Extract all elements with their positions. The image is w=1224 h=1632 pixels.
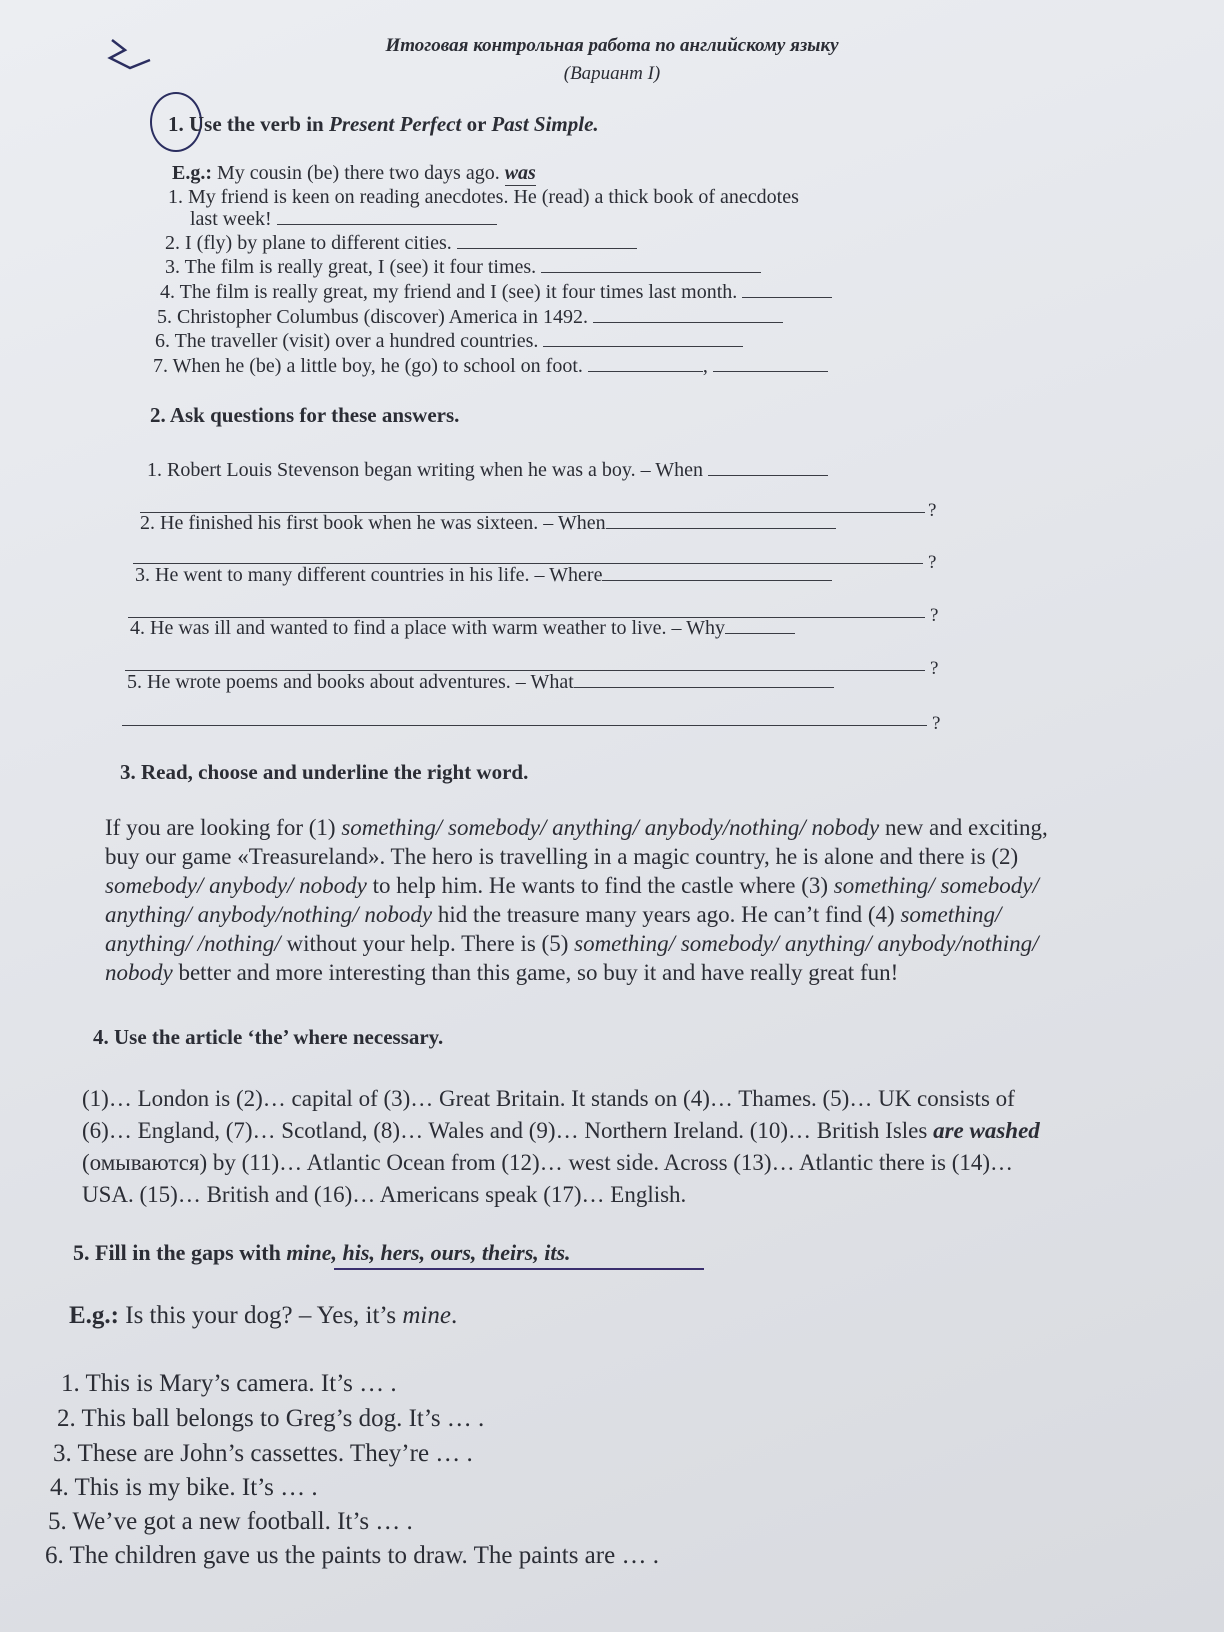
task1-item-2: 2. I (fly) by plane to different cities. — [165, 232, 637, 255]
worksheet-variant: (Вариант I) — [563, 63, 661, 84]
task1-heading: 1. Use the verb in Present Perfect or Past Simple. — [168, 112, 599, 136]
task1-item-1-cont: last week! — [190, 208, 497, 231]
task4-heading: 4. Use the article ‘the’ where necessary. — [93, 1025, 444, 1049]
task3-line-5: anything/ /nothing/ without your help. There is (5) something/ somebody/ anything/ anybody/nothing/ — [105, 931, 1039, 956]
task3-line-1: If you are looking for (1) something/ somebody/ anything/ anybody/nothing/ nobody new and exciting, — [105, 815, 1048, 840]
question-mark: ? — [928, 500, 937, 521]
question-mark: ? — [928, 552, 937, 573]
task1-item-6: 6. The traveller (visit) over a hundred countries. — [155, 330, 743, 353]
task2-item-3: 3. He went to many different countries in his life. – Where — [135, 564, 832, 587]
task3-paragraph — [105, 813, 1165, 987]
task1-item-5: 5. Christopher Columbus (discover) America in 1492. — [157, 306, 783, 329]
task4-line-2: (6)… England, (7)… Scotland, (8)… Wales and (9)… Northern Ireland. (10)… British Isles are washed — [82, 1118, 1040, 1143]
task5-item-5: 5. We’ve got a new football. It’s … . — [48, 1508, 413, 1535]
task3-heading: 3. Read, choose and underline the right word. — [120, 760, 529, 784]
task3-line-2: buy our game «Treasureland». The hero is travelling in a magic country, he is alone and there is (2) — [105, 844, 1019, 869]
task2-item-1: 1. Robert Louis Stevenson began writing when he was a boy. – When — [147, 459, 828, 482]
task5-item-3: 3. These are John’s cassettes. They’re … . — [53, 1440, 473, 1467]
question-mark: ? — [930, 605, 939, 626]
task1-item-1: 1. My friend is keen on reading anecdotes. He (read) a thick book of anecdotes — [168, 186, 799, 208]
task5-example: E.g.: Is this your dog? – Yes, it’s mine. — [69, 1302, 458, 1329]
worksheet-title: Итоговая контрольная работа по английскому языку — [385, 35, 839, 56]
task2-heading: 2. Ask questions for these answers. — [150, 403, 460, 427]
task4-line-1: (1)… London is (2)… capital of (3)… Great Britain. It stands on (4)… Thames. (5)… UK consists of — [82, 1086, 1015, 1111]
task2-item-2: 2. He finished his first book when he was sixteen. – When — [140, 512, 836, 535]
question-mark: ? — [932, 713, 941, 734]
task5-item-2: 2. This ball belongs to Greg’s dog. It’s … . — [57, 1405, 485, 1432]
question-mark: ? — [930, 658, 939, 679]
task1-item-3: 3. The film is really great, I (see) it four times. — [165, 256, 761, 279]
task1-example: E.g.: My cousin (be) there two days ago. was — [172, 162, 536, 184]
task4-line-3: (омываются) by (11)… Atlantic Ocean from (12)… west side. Across (13)… Atlantic there is (14)… — [82, 1150, 1014, 1175]
task4-paragraph — [82, 1083, 1202, 1211]
task5-item-1: 1. This is Mary’s camera. It’s … . — [61, 1370, 397, 1397]
task4-line-4: USA. (15)… British and (16)… Americans speak (17)… English. — [82, 1182, 687, 1207]
task1-item-7: 7. When he (be) a little boy, he (go) to school on foot. , — [153, 355, 828, 378]
task3-line-3: somebody/ anybody/ nobody to help him. He wants to find the castle where (3) something/ somebody/ — [105, 873, 1039, 898]
task2-item-4: 4. He was ill and wanted to find a place with warm weather to live. – Why — [130, 617, 795, 640]
task5-item-4: 4. This is my bike. It’s … . — [50, 1474, 318, 1501]
task5-heading: 5. Fill in the gaps with mine, his, hers, ours, theirs, its. — [73, 1240, 571, 1265]
answer-line — [122, 725, 927, 726]
task2-item-5: 5. He wrote poems and books about adventures. – What — [127, 671, 834, 694]
task3-line-6: nobody better and more interesting than this game, so buy it and have really great fun! — [105, 960, 899, 985]
task3-line-4: anything/ anybody/nothing/ nobody hid the treasure many years ago. He can’t find (4) something/ — [105, 902, 1002, 927]
task1-item-4: 4. The film is really great, my friend and I (see) it four times last month. — [160, 281, 832, 304]
ink-underline — [334, 1268, 704, 1270]
task5-item-6: 6. The children gave us the paints to draw. The paints are … . — [45, 1542, 659, 1569]
